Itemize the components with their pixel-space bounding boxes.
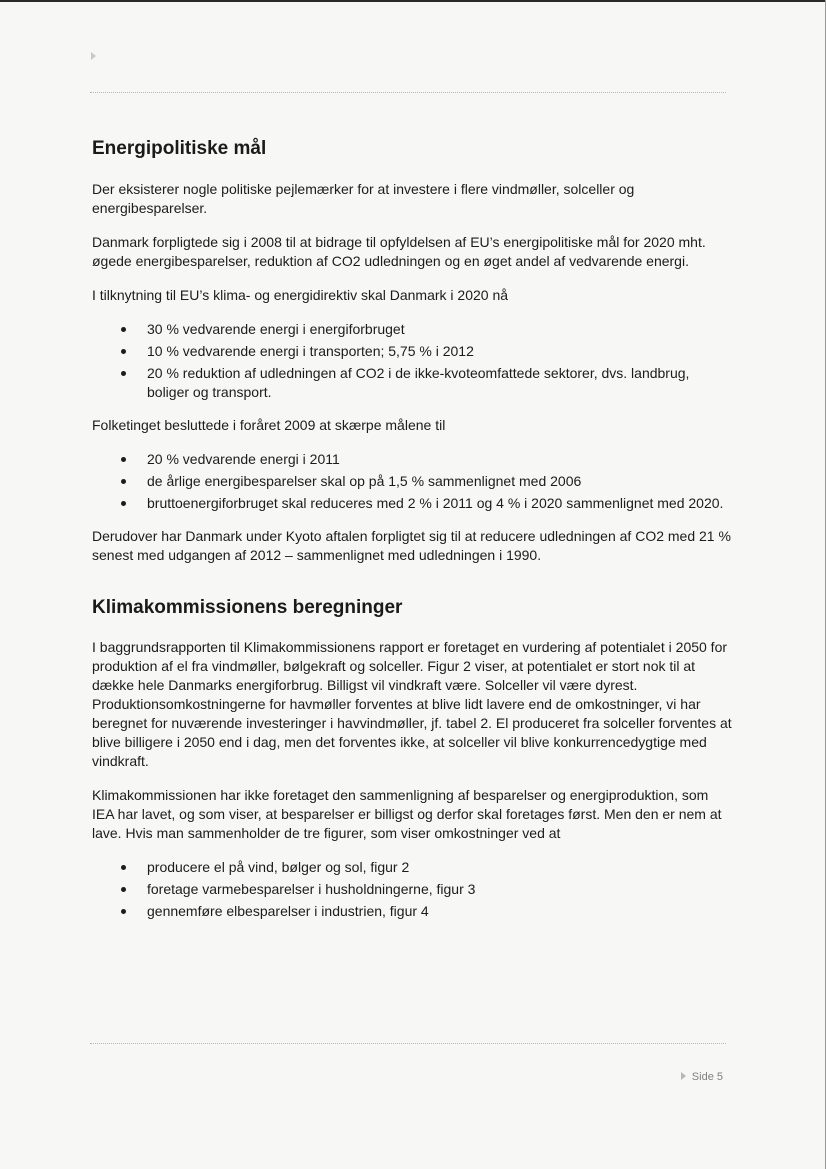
list-item: producere el på vind, bølger og sol, figur 2 [92, 858, 732, 877]
paragraph: I baggrundsrapporten til Klimakommissionens rapport er foretaget en vurdering af potentialet i 2050 for produktion af el fra vindmøller, bølgekraft og solceller. Figur 2 viser, at potentialet er stort nok til at dække hele Danmarks energiforbrug. Billigst vil vindkraft være. Solceller vil være dyrest. Produktionsomkostningerne for havmøller forventes at blive lidt lavere end de omkostninger, vi har beregnet for nuværende investeringer i havvindmøller, jf. tabel 2. El produceret fra solceller forventes at blive billigere i 2050 end i dag, men det forventes ikke, at solceller vil blive konkurrencedygtige med vindkraft. [92, 639, 732, 769]
page-top-edge [0, 0, 826, 2]
footer-arrow-icon [681, 1072, 686, 1080]
paragraph: Der eksisterer nogle politiske pejlemærker for at investere i flere vindmøller, solceller og energibesparelser. [92, 181, 635, 216]
section-heading: Energipolitiske mål [92, 138, 267, 159]
paragraph: Danmark forpligtede sig i 2008 til at bidrage til opfyldelsen af EU’s energipolitiske mål for 2020 mht. øgede energibesparelser, reduktion af CO2 udledningen og en øget andel af vedvarende energi. [92, 234, 706, 269]
paragraph: I tilknytning til EU’s klima- og energidirektiv skal Danmark i 2020 nå [92, 287, 509, 303]
footer-divider [90, 1043, 726, 1044]
list-item: 10 % vedvarende energi i transporten; 5,75 % i 2012 [92, 342, 732, 361]
list-item: bruttoenergiforbruget skal reduceres med 2 % i 2011 og 4 % i 2020 sammenlignet med 2020. [92, 494, 732, 513]
section-klimakommissionens-beregninger [92, 596, 732, 921]
paragraph: Derudover har Danmark under Kyoto aftalen forpligtet sig til at reducere udledningen af CO2 med 21 % senest med udgangen af 2012 – sammenlignet med udledningen i 1990. [92, 528, 731, 563]
document-body [92, 137, 732, 935]
list-item: gennemføre elbesparelser i industrien, figur 4 [92, 902, 732, 921]
paragraph: Klimakommissionen har ikke foretaget den sammenligning af besparelser og energiproduktion, som IEA har lavet, og som viser, at besparelser er billigst og derfor skal foretages først. Men den er nem at lave. Hvis man sammenholder de tre figurer, som viser omkostninger ved at [92, 787, 722, 841]
paragraph: Folketinget besluttede i foråret 2009 at skærpe målene til [92, 417, 446, 433]
bullet-list [92, 858, 732, 921]
list-item: 20 % vedvarende energi i 2011 [92, 450, 732, 469]
bullet-list [92, 320, 732, 402]
section-energipolitiske-maal [92, 137, 732, 565]
list-item: 20 % reduktion af udledningen af CO2 i de ikke-kvoteomfattede sektorer, dvs. landbrug, boliger og transport. [92, 364, 732, 402]
page-number: Side 5 [691, 1071, 723, 1083]
list-item: 30 % vedvarende energi i energiforbruget [92, 320, 732, 339]
page-footer [681, 1070, 723, 1084]
header-divider [90, 92, 726, 93]
header-arrow-icon [91, 52, 96, 60]
bullet-list [92, 450, 732, 513]
list-item: foretage varmebesparelser i husholdningerne, figur 3 [92, 880, 732, 899]
section-heading: Klimakommissionens beregninger [92, 597, 403, 618]
list-item: de årlige energibesparelser skal op på 1,5 % sammenlignet med 2006 [92, 472, 732, 491]
